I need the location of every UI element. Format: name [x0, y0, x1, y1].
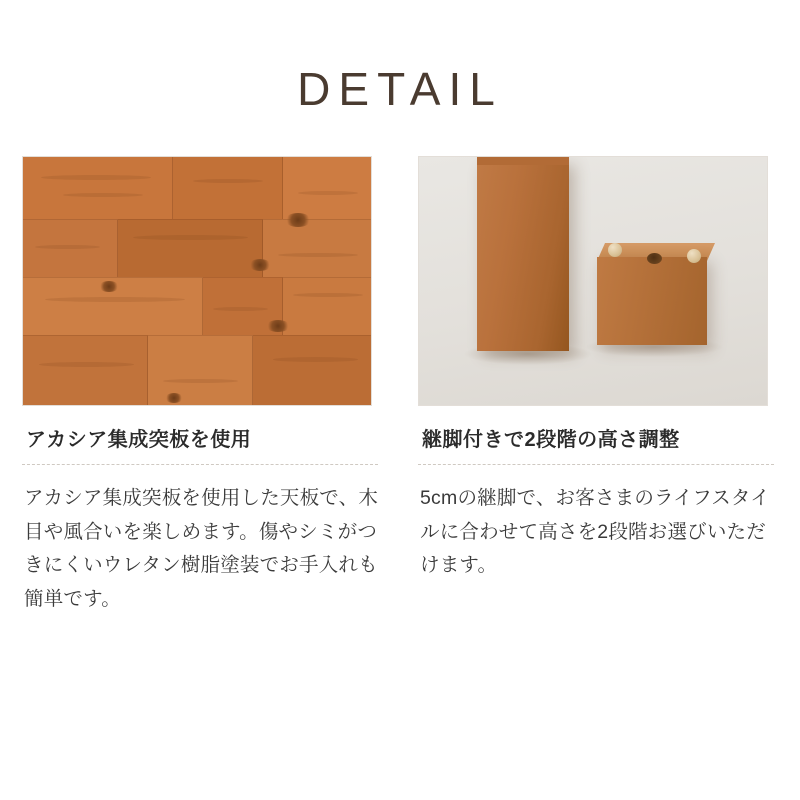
- caption-divider: [418, 464, 774, 465]
- detail-cards: [0, 156, 800, 616]
- table-leg-top: [477, 156, 569, 165]
- riser-block: [597, 257, 707, 345]
- acacia-veneer-tabletop-photo: [22, 156, 372, 406]
- extension-leg-riser-photo: [418, 156, 768, 406]
- card-caption: 継脚付きで2段階の高さ調整: [422, 429, 680, 451]
- detail-card-riser: [418, 156, 778, 616]
- card-body-text: 5cmの継脚で、お客さまのライフスタイルに合わせて高さを2段階お選びいただけます。: [420, 487, 770, 577]
- dowel-pin-right: [687, 249, 701, 263]
- dowel-pin-left: [608, 243, 622, 257]
- card-caption: アカシア集成突板を使用: [26, 429, 252, 451]
- detail-card-acacia: [22, 156, 382, 616]
- caption-divider: [22, 464, 378, 465]
- riser-center-hole: [647, 253, 662, 264]
- page-title: DETAIL: [297, 63, 503, 115]
- card-body-text: アカシア集成突板を使用した天板で、木目や風合いを楽しめます。傷やシミがつきにくいウレタン樹脂塗装でお手入れも簡単です。: [24, 487, 379, 610]
- table-leg: [477, 161, 569, 351]
